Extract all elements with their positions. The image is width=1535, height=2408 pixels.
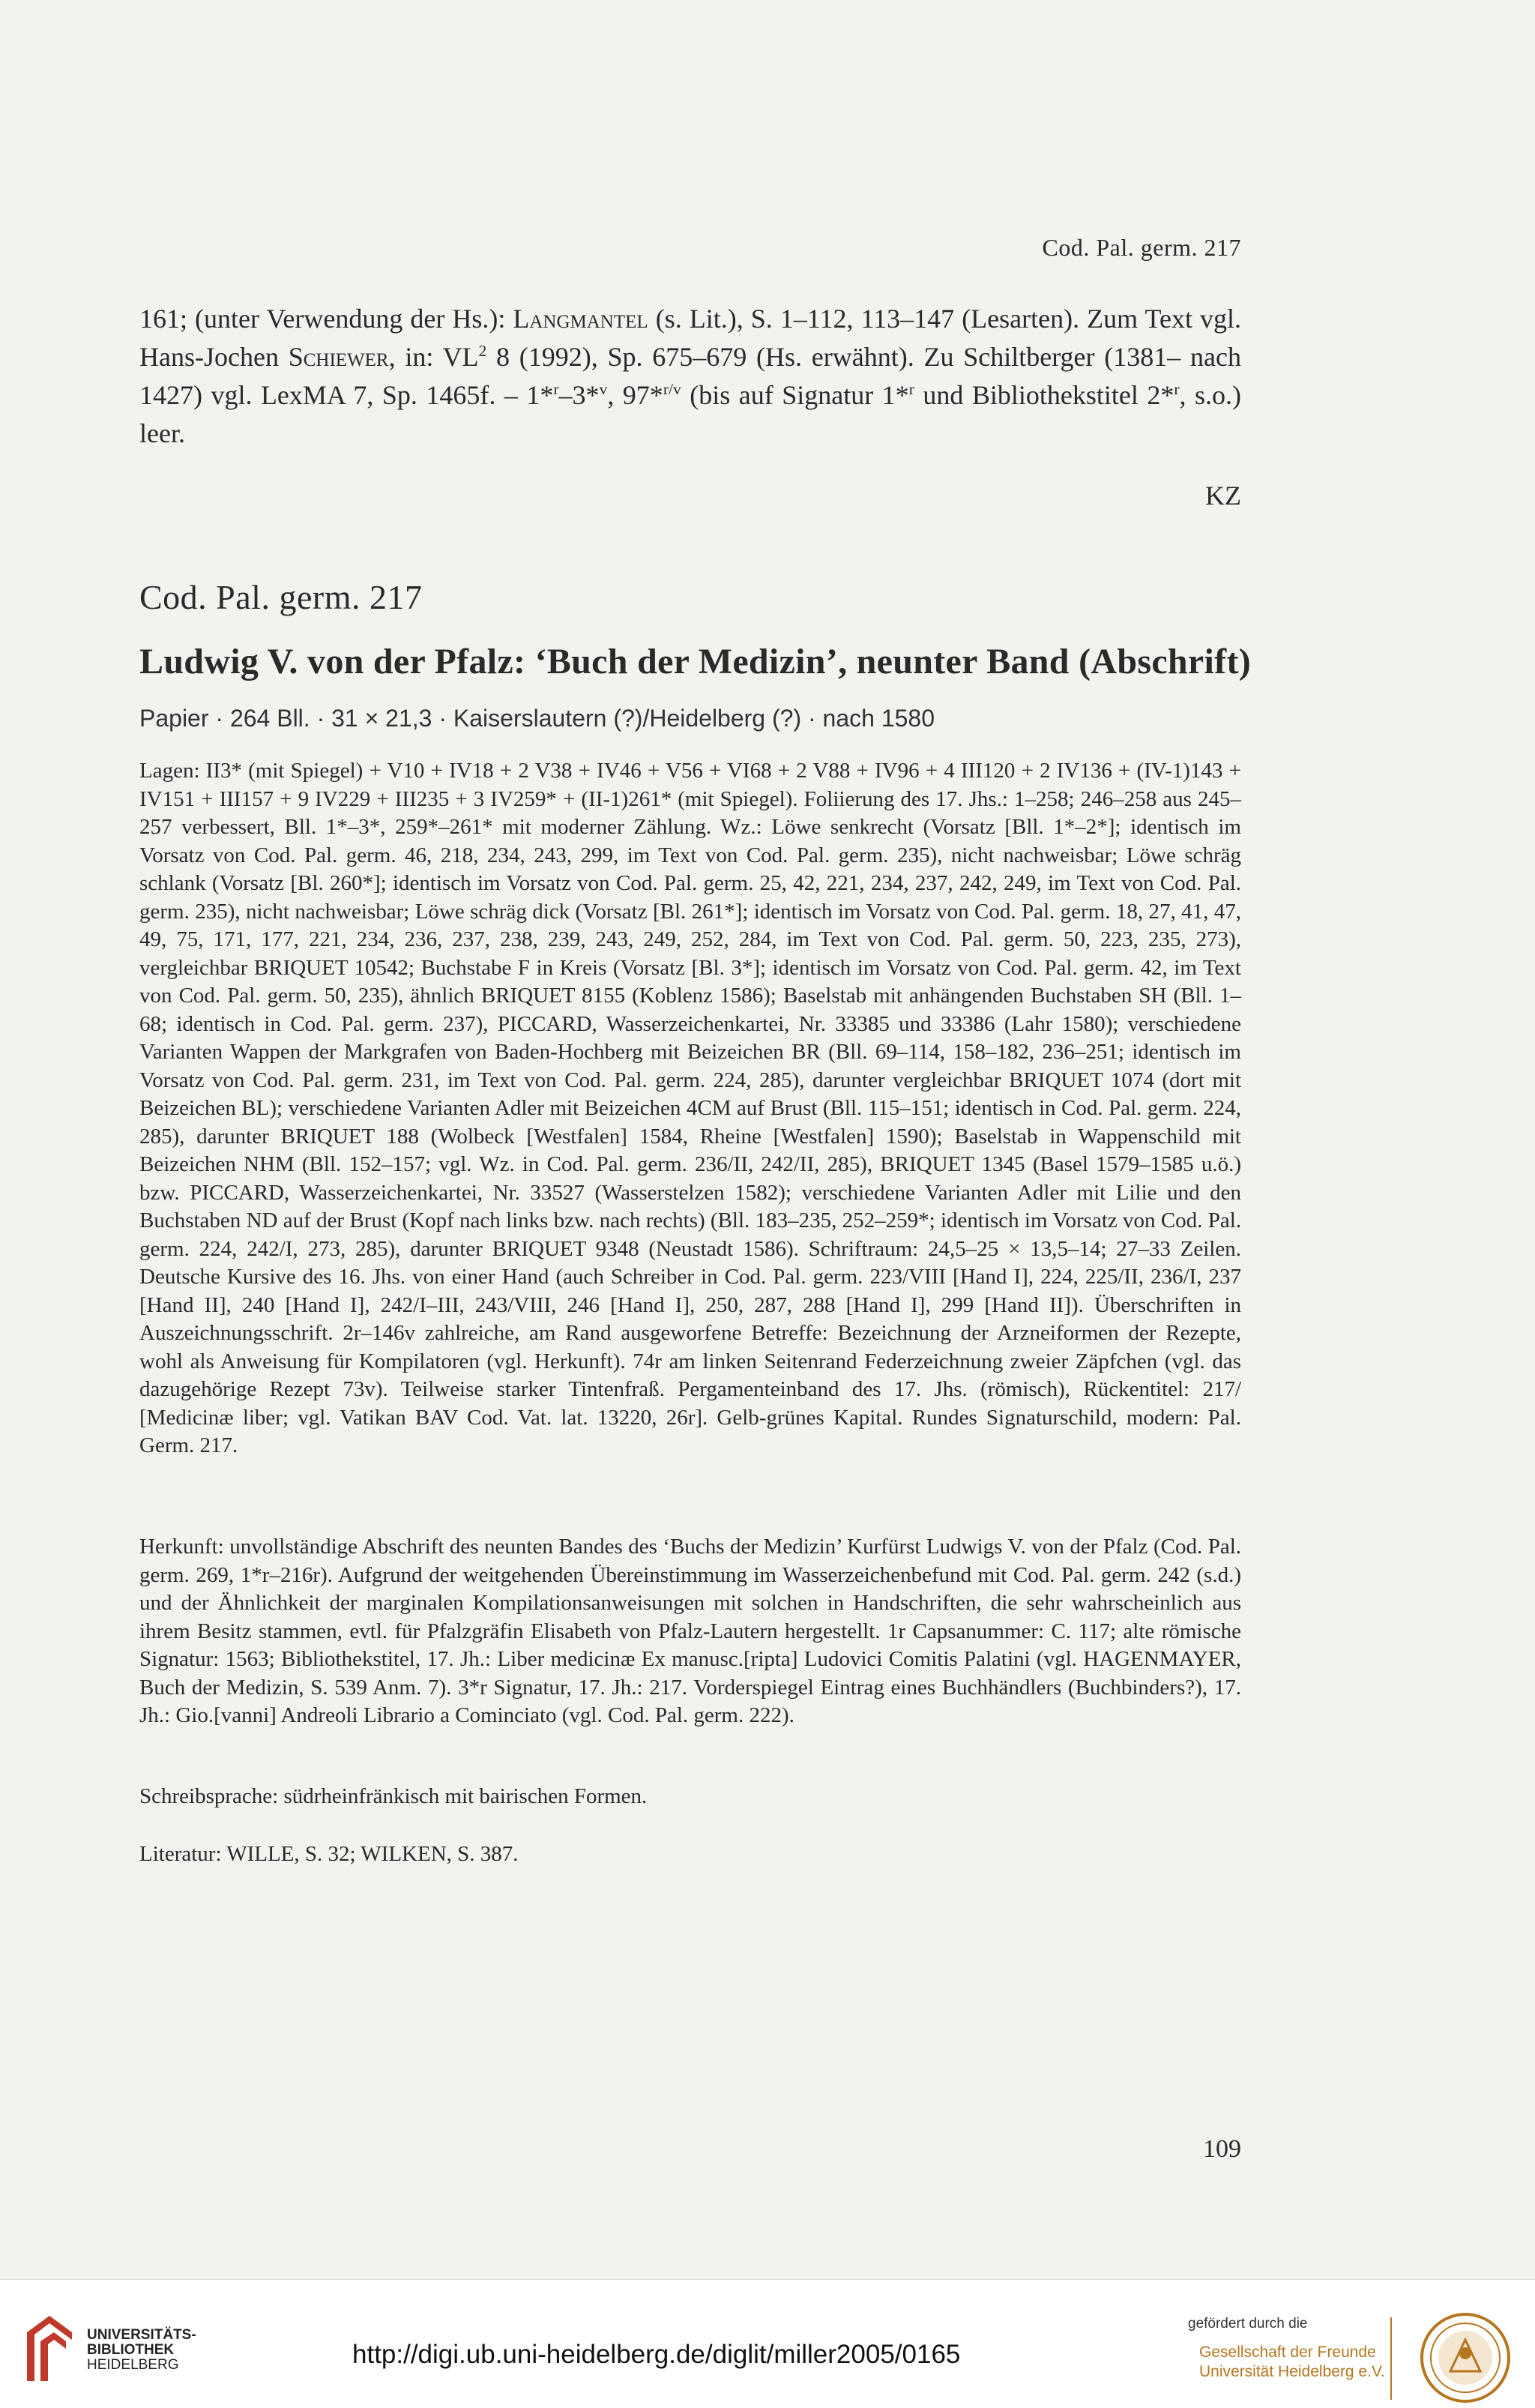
page-number: 109 bbox=[1203, 2135, 1241, 2163]
sponsor-label: gefördert durch die bbox=[1188, 2316, 1308, 2332]
library-logo-icon[interactable] bbox=[19, 2310, 79, 2385]
running-head: Cod. Pal. germ. 217 bbox=[1042, 234, 1241, 261]
intro-text: und Bibliothekstitel 2* bbox=[914, 380, 1174, 410]
intro-text: (bis auf Signatur 1* bbox=[681, 380, 909, 410]
intro-text: (s. Lit.), S. 1–112, 113–147 (Lesarten). Zum Text vgl. Hans-Jochen bbox=[139, 304, 1241, 372]
library-name-line: BIBLIOTHEK bbox=[87, 2342, 175, 2358]
superscript: r/v bbox=[663, 380, 681, 398]
author-initials: KZ bbox=[1205, 481, 1241, 511]
intro-text: 8 (1992), Sp. 675–679 (Hs. erwähnt). Zu Schiltberger (1381– nach 1427) vgl. LexMA 7, Sp. 1465f. – 1* bbox=[139, 342, 1241, 410]
sponsor-name-line: Gesellschaft der Freunde bbox=[1199, 2344, 1376, 2361]
codicological-description: Lagen: II3* (mit Spiegel) + V10 + IV18 + 2 V38 + IV46 + V56 + VI68 + 2 V88 + IV96 + 4 III120 + 2 IV136 + (IV-1)143 + IV151 + III157 + 9 IV229 + III235 + 3 IV259* + (II-1)261* (mit Spiegel). Foliierung des 17. Jhs.: 1–258; 246–258 aus 245–257 verbessert, Bll. 1*–3*, 259*–261* mit moderner Zählung. Wz.: Löwe senkrecht (Vorsatz [Bll. 1*–2*]; identisch im Vorsatz von Cod. Pal. germ. 46, 218, 234, 243, 299, im Text von Cod. Pal. germ. 235), nicht nachweisbar; Löwe schräg schlank (Vorsatz [Bl. 260*]; identisch im Vorsatz von Cod. Pal. germ. 25, 42, 221, 234, 237, 242, 249, im Text von Cod. Pal. germ. 235), nicht nachweisbar; Löwe schräg dick (Vorsatz [Bl. 261*]; identisch im Vorsatz von Cod. Pal. germ. 18, 27, 41, 47, 49, 75, 171, 177, 221, 234, 236, 237, 238, 239, 243, 249, 252, 284, im Text von Cod. Pal. germ. 50, 223, 235, 273), vergleichbar BRIQUET 10542; Buchstabe F in Kreis (Vorsatz [Bl. 3*]; identisch im Vorsatz von Cod. Pal. germ. 42, im Text von Cod. Pal. germ. 50, 235), ähnlich BRIQUET 8155 (Koblenz 1586); Baselstab mit anhängenden Buchstaben SH (Bll. 1–68; identisch in Cod. Pal. germ. 237), PICCARD, Wasserzeichenkartei, Nr. 33385 und 33386 (Lahr 1580); verschiedene Varianten Wappen der Markgrafen von Baden-Hochberg mit Beizeichen BR (Bll. 69–114, 158–182, 236–251; identisch im Vorsatz von Cod. Pal. germ. 231, im Text von Cod. Pal. germ. 224, 285), darunter vergleichbar BRIQUET 1074 (dort mit Beizeichen BL); verschiedene Varianten Adler mit Beizeichen 4CM auf Brust (Bll. 115–151; identisch in Cod. Pal. germ. 224, 285), darunter BRIQUET 188 (Wolbeck [Westfalen] 1584, Rheine [Westfalen] 1590); Baselstab in Wappenschild mit Beizeichen NHM (Bll. 152–157; vgl. Wz. in Cod. Pal. germ. 236/II, 242/II, 285), BRIQUET 1345 (Basel 1579–1585 u.ö.) bzw. PICCARD, Wasserzeichenkartei, Nr. 33527 (Wasserstelzen 1582); verschiedene Varianten Adler mit Lilie und den Buchstaben ND auf der Brust (Kopf nach links bzw. nach rechts) (Bll. 183–235, 252–259*; identisch im Vorsatz von Cod. Pal. germ. 224, 242/I, 273, 285), darunter BRIQUET 9348 (Neustadt 1586). Schriftraum: 24,5–25 × 13,5–14; 27–33 Zeilen. Deutsche Kursive des 16. Jhs. von einer Hand (auch Schreiber in Cod. Pal. germ. 223/VIII [Hand I], 224, 225/II, 236/I, 237 [Hand II], 240 [Hand I], 242/I–III, 243/VIII, 246 [Hand I], 250, 287, 288 [Hand I], 299 [Hand II]). Überschriften in Auszeichnungsschrift. 2r–146v zahlreiche, am Rand ausgeworfene Betreffe: Bezeichnung der Arzneiformen der Rezepte, wohl als Anweisung für Kompilatoren (vgl. Herkunft). 74r am linken Seitenrand Federzeichnung zweier Zäpfchen (vgl. das dazugehörige Rezept 73v). Teilweise starker Tintenfraß. Pergamenteinband des 17. Jhs. (römisch), Rückentitel: 217/ [Medicinæ liber; vgl. Vatikan BAV Cod. Vat. lat. 13220, 26r]. Gelb-grünes Kapital. Rundes Signaturschild, modern: Pal. Germ. 217. bbox=[139, 759, 1241, 1457]
sponsor-name-line: Universität Heidelberg e.V. bbox=[1199, 2363, 1385, 2380]
dialect-note: Schreibsprache: südrheinfränkisch mit bairischen Formen. bbox=[139, 1784, 648, 1808]
divider bbox=[1390, 2317, 1392, 2400]
intro-paragraph bbox=[139, 300, 1241, 453]
library-name-line: UNIVERSITÄTS- bbox=[87, 2327, 196, 2343]
author-name: Langmantel bbox=[513, 304, 648, 334]
literature-note: Literatur: WILLE, S. 32; WILKEN, S. 387. bbox=[139, 1842, 519, 1866]
provenance-paragraph: Herkunft: unvollständige Abschrift des neunten Bandes des ‘Buchs der Medizin’ Kurfürst Ludwigs V. von der Pfalz (Cod. Pal. germ. 269, 1*r–216r). Aufgrund der weitgehenden Übereinstimmung im Wasserzeichenbefund mit Cod. Pal. germ. 242 (s.d.) und der Ähnlichkeit der marginalen Kompilationsanweisungen mit solchen in Handschriften, die sehr wahrscheinlich aus ihrem Besitz stammen, evtl. für Pfalzgräfin Elisabeth von Pfalz-Lautern hergestellt. 1r Capsanummer: C. 117; alte römische Signatur: 1563; Bibliothekstitel, 17. Jh.: Liber medicinæ Ex manusc.[ripta] Ludovici Comitis Palatini (vgl. HAGENMAYER, Buch der Medizin, S. 539 Anm. 7). 3*r Signatur, 17. Jh.: 217. Vorderspiegel Eintrag eines Buchhändlers (Buchbinders?), 17. Jh.: Gio.[vanni] Andreoli Librario a Cominciato (vgl. Cod. Pal. germ. 222). bbox=[139, 1535, 1241, 1727]
library-name-line: HEIDELBERG bbox=[87, 2357, 179, 2373]
superscript: 2 bbox=[478, 342, 487, 360]
intro-text: –3* bbox=[558, 380, 600, 410]
permalink-url[interactable]: http://digi.ub.uni-heidelberg.de/diglit/miller2005/0165 bbox=[352, 2340, 961, 2369]
library-name[interactable] bbox=[87, 2328, 196, 2373]
codex-subtitle: Papier · 264 Bll. · 31 × 21,3 · Kaiserslautern (?)/Heidelberg (?) · nach 1580 bbox=[139, 705, 935, 732]
author-name: Schiewer bbox=[288, 342, 389, 372]
superscript: r bbox=[1174, 380, 1180, 398]
superscript: r bbox=[553, 380, 559, 398]
superscript: v bbox=[599, 380, 608, 398]
page-title: Ludwig V. von der Pfalz: ‘Buch der Medizin’, neunter Band (Abschrift) bbox=[139, 642, 1252, 681]
intro-text: 161; (unter Verwendung der Hs.): bbox=[139, 304, 513, 334]
footer-bar bbox=[0, 2279, 1535, 2408]
intro-text: , 97* bbox=[607, 380, 663, 410]
intro-text: , in: VL bbox=[388, 342, 479, 372]
university-seal-icon[interactable] bbox=[1417, 2311, 1514, 2404]
codex-heading: Cod. Pal. germ. 217 bbox=[139, 578, 423, 616]
intro-text: , s.o.) leer. bbox=[139, 380, 1242, 448]
superscript: r bbox=[908, 380, 914, 398]
sponsor-link[interactable] bbox=[1199, 2343, 1385, 2382]
